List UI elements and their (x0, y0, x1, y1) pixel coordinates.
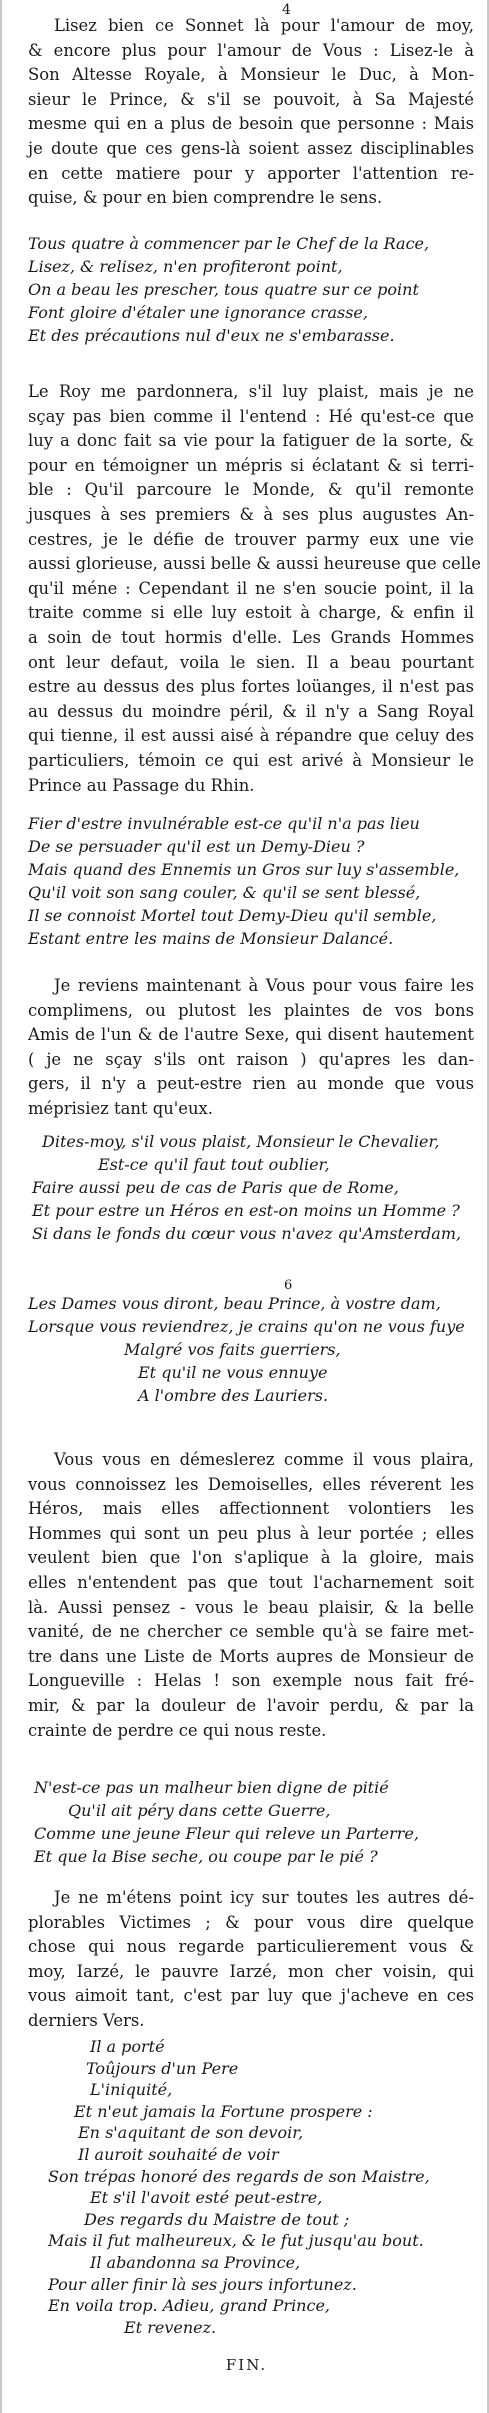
text-line: veulent bien que l'on s'aplique à la gloire, mais (28, 1548, 474, 1568)
verse-6 (28, 2036, 474, 2338)
verse-line: Et des précautions nul d'eux ne s'embarasse. (28, 326, 395, 345)
text-line: vous connoissez les Demoiselles, elles réverent les (28, 1474, 474, 1494)
verse-line: Lisez, & relisez, n'en profiteront point, (28, 257, 343, 276)
verse-line: Dites-moy, s'il vous plaist, Monsieur le Chevalier, (42, 1132, 440, 1151)
text-line: chose qui nous regarde particulierement vous & (28, 1937, 474, 1957)
text-line: a soin de tout hormis d'elle. Les Grands Hommes (28, 627, 474, 647)
text-line: méprisiez tant qu'eux. (28, 1098, 213, 1118)
text-line: Prince au Passage du Rhin. (28, 775, 255, 795)
text-line: mir, & par la douleur de l'avoir perdu, & par la (28, 1695, 474, 1715)
page-number: 4 (282, 2, 291, 18)
verse-line: Si dans le fonds du cœur vous n'avez qu'Amsterdam, (32, 1224, 462, 1243)
text-line: Hommes qui sont un peu plus à leur portée ; elles (28, 1523, 474, 1543)
paragraph-2 (28, 380, 481, 798)
text-line: Longueville : Helas ! son exemple nous fait fré- (28, 1671, 474, 1691)
verse-line: Mais quand des Ennemis un Gros sur luy s'assemble, (28, 860, 460, 879)
verse-line: De se persuader qu'il est un Demy-Dieu ? (28, 837, 365, 856)
text-line: vanité, de ne chercher ce semble qu'à se faire met- (28, 1622, 474, 1642)
text-line: gers, il n'y a peut-estre rien au monde que vous (28, 1074, 474, 1094)
paragraph-1 (28, 14, 474, 211)
text-line: Le Roy me pardonnera, s'il luy plaist, mais je ne (28, 382, 474, 401)
text-line: crainte de perdre ce qui nous reste. (28, 1720, 327, 1740)
text-line: qu'il méne : Cependant il ne s'en soucie point, il la (28, 578, 474, 598)
text-line: Héros, mais elles affectionnent volontiers les (28, 1499, 474, 1519)
verse-line: Et pour estre un Héros en est-on moins un Homme ? (32, 1201, 460, 1220)
text-line: là. Aussi pensez - vous le beau plaisir, & la belle (28, 1597, 474, 1617)
text-line: sçay pas bien comme il l'entend : Hé qu'est-ce que (28, 406, 474, 426)
paragraph-5 (28, 1886, 474, 2034)
verse-line: Font gloire d'étaler une ignorance crasse, (28, 303, 368, 322)
text-line: pour en témoigner un mépris si éclatant & si terri- (28, 455, 474, 475)
text-line: Je ne m'étens point icy sur toutes les autres dé- (54, 1888, 474, 1907)
verse-line: Tous quatre à commencer par le Chef de la Race, (28, 234, 430, 253)
text-line: derniers Vers. (28, 2010, 145, 2030)
paragraph-4 (28, 1448, 474, 1743)
verse-line: Est-ce qu'il faut tout oublier, (98, 1155, 330, 1174)
text-line: jusques à ses premiers & à ses plus augustes An- (28, 504, 474, 524)
verse-2 (28, 812, 474, 950)
verse-3 (28, 1130, 474, 1245)
verse-line: Des regards du Maistre de tout ; (84, 2209, 350, 2229)
verse-line: Faire aussi peu de cas de Paris que de Rome, (32, 1178, 399, 1197)
verse-line: Comme une jeune Fleur qui releve un Parterre, (34, 1824, 419, 1843)
text-line: plorables Victimes ; & pour vous dire quelque (28, 1912, 474, 1932)
text-line: qui tienne, il est aussi aisé à répandre que celuy des (28, 726, 474, 746)
verse-line: Et que la Bise seche, ou coupe par le pié ? (34, 1847, 378, 1866)
text-line: moy, Iarzé, le pauvre Iarzé, mon cher voisin, qui (28, 1961, 474, 1981)
verse-4 (28, 1292, 474, 1407)
text-line: Son Altesse Royale, à Monsieur le Duc, à Mon- (28, 65, 474, 85)
verse-line: Fier d'estre invulnérable est-ce qu'il n'a pas lieu (28, 814, 420, 833)
verse-line: En s'aquitant de son devoir, (78, 2123, 304, 2143)
verse-line: Il a porté (90, 2037, 165, 2056)
verse-line: Mais il fut malheureux, & le fut jusqu'au bout. (48, 2231, 424, 2251)
verse-line: Son trépas honoré des regards de son Maistre, (48, 2166, 430, 2186)
text-line: traite comme si elle luy estoit à charge, & enfin il (28, 603, 474, 623)
text-line: tre dans une Liste de Morts aupres de Monsieur de (28, 1646, 474, 1666)
text-line: je doute que ces gens-là soient assez disciplinables (28, 138, 474, 158)
verse-1 (28, 232, 474, 347)
text-line: complimens, ou plutost les plaintes de vos bons (28, 1000, 474, 1020)
verse-line: Qu'il voit son sang couler, & qu'il se sent blessé, (28, 883, 421, 902)
text-line: Amis de l'un & de l'autre Sexe, qui disent hautement (28, 1025, 474, 1045)
text-line: ( je ne sçay s'ils ont raison ) qu'apres les dan- (28, 1049, 474, 1069)
text-line: sieur le Prince, & s'il se pouvoit, à Sa Majesté (28, 89, 474, 109)
verse-line: Qu'il ait péry dans cette Guerre, (68, 1801, 331, 1820)
text-line: ble : Qu'il parcoure le Monde, & qu'il remonte (28, 480, 474, 500)
verse-line: Il abandonna sa Province, (90, 2252, 301, 2272)
verse-line: Toûjours d'un Pere (86, 2058, 239, 2078)
verse-line: Et revenez. (124, 2317, 217, 2337)
verse-line: Les Dames vous diront, beau Prince, à vostre dam, (28, 1294, 441, 1313)
verse-line: A l'ombre des Lauriers. (138, 1386, 329, 1405)
verse-line: Et s'il l'avoit esté peut-estre, (90, 2188, 323, 2208)
text-line: estre au dessus des plus fortes loüanges, il n'est pas (28, 677, 474, 697)
text-line: vous aimoit tant, c'est par luy que j'acheve en ces (28, 1986, 474, 2006)
verse-line: En voila trop. Adieu, grand Prince, (48, 2296, 330, 2316)
text-line: Vous vous en démeslerez comme il vous plaira, (54, 1450, 474, 1469)
text-line: au dessus du moindre péril, & il n'y a Sang Royal (28, 701, 474, 721)
text-line: aussi glorieuse, aussi belle & aussi heureuse que celle (28, 554, 481, 574)
verse-line: N'est-ce pas un malheur bien digne de pitié (34, 1778, 389, 1797)
text-line: luy a donc fait sa vie pour la fatiguer de la sorte, & (28, 431, 474, 451)
verse-line: Il se connoist Mortel tout Demy-Dieu qu'il semble, (28, 906, 437, 925)
verse-line: On a beau les prescher, tous quatre sur ce point (28, 280, 419, 299)
end-mark: FIN. (225, 2356, 268, 2374)
text-line: Lisez bien ce Sonnet là pour l'amour de moy, (54, 16, 474, 35)
text-line: mesme qui en a plus de besoin que personne : Mais (28, 114, 474, 134)
text-line: en cette matiere pour y apporter l'attention re- (28, 163, 474, 183)
verse-line: Estant entre les mains de Monsieur Dalancé. (28, 929, 394, 948)
verse-line: Il auroit souhaité de voir (78, 2144, 279, 2164)
verse-line: L'iniquité, (90, 2080, 173, 2100)
verse-5 (28, 1776, 474, 1868)
verse-line: Et n'eut jamais la Fortune prospere : (74, 2101, 373, 2121)
verse-line: Lorsque vous reviendrez, je crains qu'on ne vous fuye (28, 1317, 465, 1336)
text-line: & encore plus pour l'amour de Vous : Lisez-le à (28, 40, 474, 60)
text-line: quise, & pour en bien comprendre le sens. (28, 188, 383, 208)
verse-line: Pour aller finir là ses jours infortunez. (48, 2274, 357, 2294)
text-line: cestres, je le défie de trouver parmy eux une vie (28, 529, 474, 549)
text-line: particuliers, témoin ce qui est arivé à Monsieur le (28, 750, 474, 770)
signature-mark: 6 (284, 1278, 293, 1293)
verse-line: Et qu'il ne vous ennuye (138, 1363, 328, 1382)
text-line: Je reviens maintenant à Vous pour vous faire les (54, 976, 474, 995)
paragraph-3 (28, 974, 474, 1122)
text-line: ont leur defaut, voila le sien. Il a beau pourtant (28, 652, 474, 672)
verse-line: Malgré vos faits guerriers, (124, 1340, 341, 1359)
text-line: elles n'entendent pas que tout l'acharnement soit (28, 1572, 474, 1592)
